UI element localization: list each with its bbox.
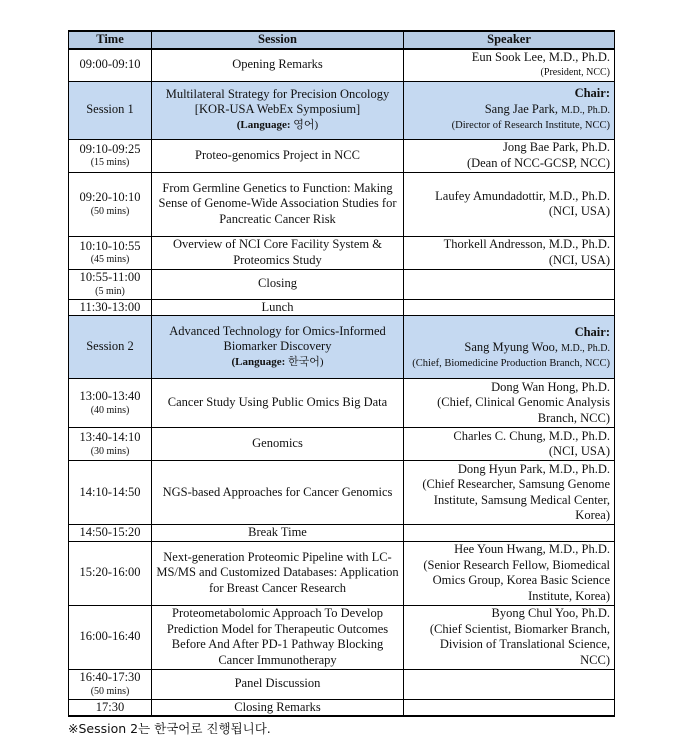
table-row	[69, 525, 615, 542]
session-title: Opening Remarks	[152, 49, 404, 82]
speaker-affiliation: (Senior Research Fellow, Biomedical Omics Group, Korea Basic Science Institute, Korea)	[423, 557, 610, 603]
table-row	[69, 299, 615, 316]
session-row	[69, 81, 615, 139]
duration: (40 mins)	[90, 404, 130, 416]
time-range: 09:20-10:10	[79, 190, 141, 205]
session-language	[156, 118, 399, 134]
speaker-affiliation: (Chief, Clinical Genomic Analysis Branch, NCC)	[437, 395, 610, 425]
session-title: Next-generation Proteomic Pipeline with LC-MS/MS and Customized Databases: Application for Breast Cancer Research	[152, 541, 404, 605]
chair-label: Chair:	[574, 324, 610, 339]
speaker-cell	[404, 461, 615, 525]
time-range: 10:55-11:00	[79, 270, 141, 285]
time-range: 09:10-09:25	[79, 141, 141, 156]
time-range: 13:00-13:40	[79, 389, 141, 404]
speaker-cell	[404, 428, 615, 461]
speaker-cell	[404, 525, 615, 542]
table-row	[69, 49, 615, 82]
speaker-affiliation: (Chief Researcher, Samsung Genome Institute, Samsung Medical Center, Korea)	[422, 477, 610, 522]
session-heading	[152, 316, 404, 379]
time-cell	[69, 139, 152, 172]
session-title: Overview of NCI Core Facility System & Proteomics Study	[152, 236, 404, 269]
chair-name: Sang Jae Park,	[484, 101, 558, 116]
speaker-affiliation: (NCI, USA)	[548, 252, 610, 267]
session-title: Closing Remarks	[152, 699, 404, 716]
speaker-cell	[404, 699, 615, 716]
session-title: Panel Discussion	[152, 669, 404, 699]
table-row	[69, 428, 615, 461]
duration: (15 mins)	[90, 157, 130, 169]
duration: (5 min)	[95, 285, 125, 297]
speaker-name: Dong Wan Hong, Ph.D.	[491, 379, 610, 394]
table-row	[69, 605, 615, 669]
schedule-table	[68, 30, 615, 717]
table-row	[69, 379, 615, 428]
session-name: Session 2	[69, 316, 152, 379]
duration: (45 mins)	[90, 254, 130, 266]
speaker-cell	[404, 269, 615, 299]
time-range: 10:10-10:55	[79, 238, 141, 253]
speaker-name: Dong Hyun Park, M.D., Ph.D.	[457, 461, 610, 476]
footnote: ※Session 2는 한국어로 진행됩니다.	[68, 721, 271, 736]
speaker-name: Byong Chul Yoo, Ph.D.	[491, 606, 610, 620]
speaker-affiliation: (Dean of NCC-GCSP, NCC)	[466, 155, 610, 170]
session-title: From Germline Genetics to Function: Making Sense of Genome-Wide Association Studies for Pancreatic Cancer Risk	[152, 172, 404, 236]
time-cell: 16:00-16:40	[69, 605, 152, 669]
session-title: Lunch	[152, 299, 404, 316]
speaker-name: Eun Sook Lee, M.D., Ph.D.	[471, 49, 610, 64]
session-title: Genomics	[152, 428, 404, 461]
speaker-cell	[404, 605, 615, 669]
duration: (30 mins)	[90, 445, 130, 457]
session-title: Cancer Study Using Public Omics Big Data	[152, 379, 404, 428]
time-cell	[69, 669, 152, 699]
time-range: 13:40-14:10	[79, 430, 141, 445]
table-row	[69, 139, 615, 172]
time-cell: 11:30-13:00	[69, 299, 152, 316]
duration: (50 mins)	[90, 205, 130, 217]
table-row	[69, 699, 615, 716]
time-cell	[69, 236, 152, 269]
header-speaker: Speaker	[404, 31, 615, 49]
table-row	[69, 669, 615, 699]
speaker-cell	[404, 139, 615, 172]
time-cell	[69, 172, 152, 236]
table-row	[69, 172, 615, 236]
time-cell: 09:00-09:10	[69, 49, 152, 82]
time-range: 16:40-17:30	[79, 670, 141, 685]
speaker-affiliation: (President, NCC)	[540, 67, 610, 78]
speaker-name: Laufey Amundadottir, M.D., Ph.D.	[435, 188, 610, 203]
chair-degree: M.D., Ph.D.	[561, 104, 610, 116]
time-cell: 14:10-14:50	[69, 461, 152, 525]
time-cell: 17:30	[69, 699, 152, 716]
speaker-name: Thorkell Andresson, M.D., Ph.D.	[443, 237, 610, 251]
session-title: Proteo-genomics Project in NCC	[152, 139, 404, 172]
speaker-name: Jong Bae Park, Ph.D.	[503, 140, 610, 154]
speaker-name: Hee Youn Hwang, M.D., Ph.D.	[454, 542, 610, 556]
chair-name: Sang Myung Woo,	[464, 340, 558, 354]
session-title: Break Time	[152, 525, 404, 542]
speaker-cell	[404, 236, 615, 269]
session-heading-line1: Multilateral Strategy for Precision Oncology	[165, 86, 390, 101]
session-title: Closing	[152, 269, 404, 299]
duration: (50 mins)	[90, 685, 130, 697]
session-row	[69, 316, 615, 379]
chair-affiliation: (Director of Research Institute, NCC)	[451, 120, 610, 132]
session-heading	[152, 81, 404, 139]
session-chair	[404, 81, 615, 139]
language-label: (Language:	[231, 355, 286, 368]
chair-affiliation: (Chief, Biomedicine Production Branch, NCC)	[412, 357, 610, 369]
header-row	[69, 31, 615, 49]
session-heading-line1: Advanced Technology for Omics-Informed	[169, 323, 386, 338]
language-value: 영어)	[293, 118, 319, 131]
session-name: Session 1	[69, 81, 152, 139]
time-cell: 15:20-16:00	[69, 541, 152, 605]
speaker-affiliation: (NCI, USA)	[548, 444, 610, 458]
language-value: 한국어)	[287, 355, 324, 368]
speaker-cell	[404, 541, 615, 605]
header-time: Time	[69, 31, 152, 49]
speaker-cell	[404, 49, 615, 82]
time-cell	[69, 428, 152, 461]
time-cell	[69, 379, 152, 428]
speaker-affiliation: (Chief Scientist, Biomarker Branch, Division of Translational Science, NCC)	[429, 621, 610, 667]
table-row	[69, 541, 615, 605]
speaker-affiliation: (NCI, USA)	[548, 204, 610, 218]
chair-label: Chair:	[574, 86, 610, 101]
session-language	[156, 355, 399, 371]
time-cell	[69, 269, 152, 299]
session-heading-line2: Biomarker Discovery	[223, 339, 332, 354]
table-row	[69, 269, 615, 299]
language-label: (Language:	[236, 118, 291, 131]
table-row	[69, 461, 615, 525]
session-title: Proteometabolomic Approach To Develop Prediction Model for Therapeutic Outcomes Before And After PD-1 Pathway Blocking Cancer Immunotherapy	[152, 605, 404, 669]
session-chair	[404, 316, 615, 379]
time-cell: 14:50-15:20	[69, 525, 152, 542]
speaker-cell	[404, 379, 615, 428]
speaker-name: Charles C. Chung, M.D., Ph.D.	[453, 428, 610, 443]
header-session: Session	[152, 31, 404, 49]
table-row	[69, 236, 615, 269]
session-title: NGS-based Approaches for Cancer Genomics	[152, 461, 404, 525]
speaker-cell	[404, 299, 615, 316]
speaker-cell	[404, 669, 615, 699]
session-heading-line2: [KOR-USA WebEx Symposium]	[194, 102, 361, 117]
chair-degree: M.D., Ph.D.	[561, 343, 610, 354]
speaker-cell	[404, 172, 615, 236]
